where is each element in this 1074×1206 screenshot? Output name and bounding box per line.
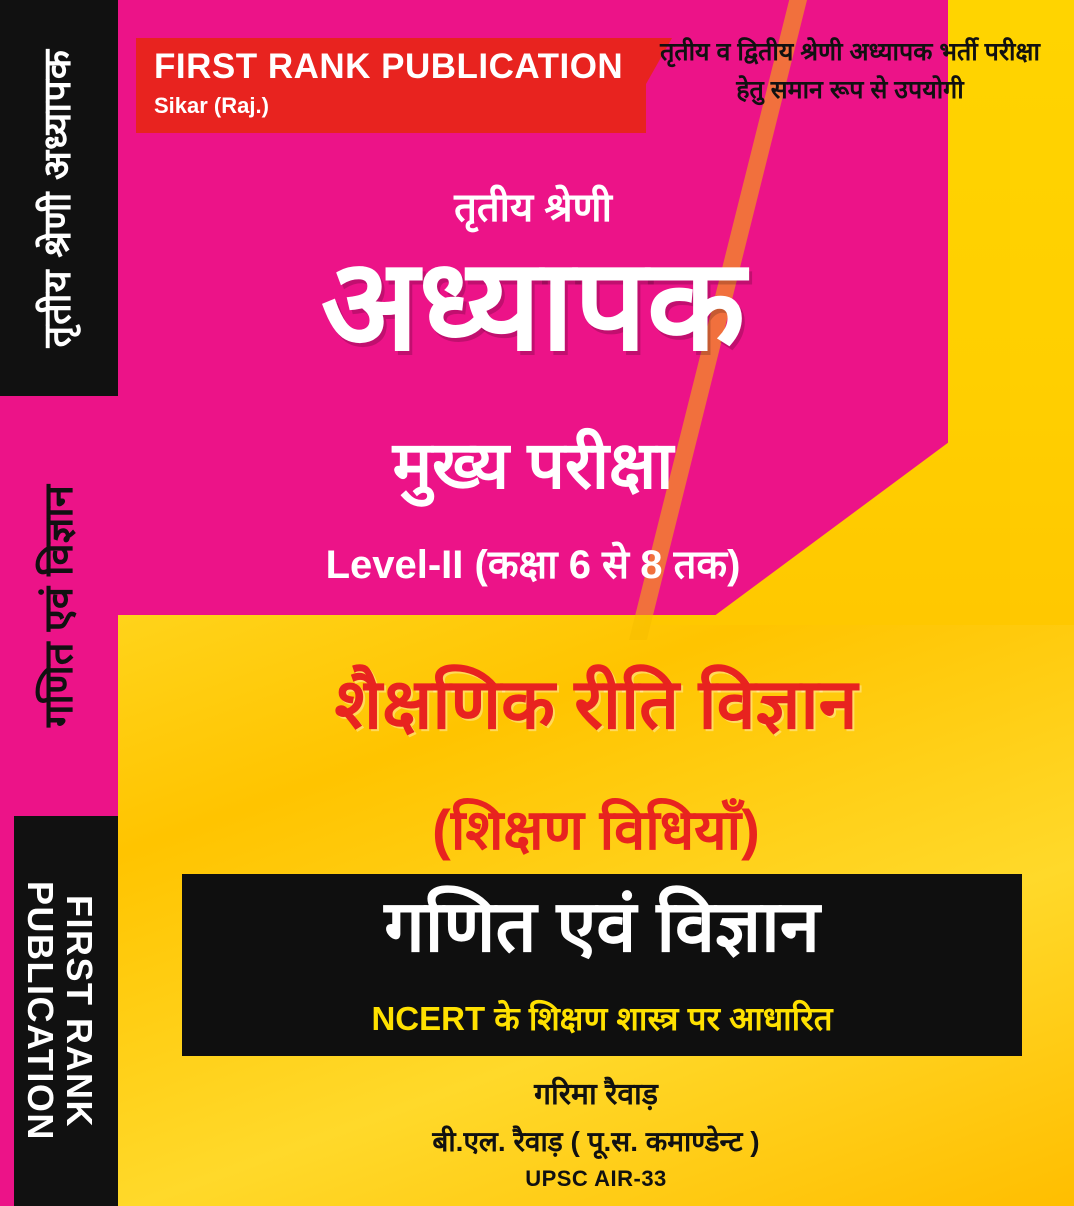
spine-publisher-text: FIRST RANK PUBLICATION [20, 881, 100, 1141]
book-spine [0, 0, 118, 1206]
publisher-box [136, 38, 646, 133]
exam-applicability-note: तृतीय व द्वितीय श्रेणी अध्यापक भर्ती परीक्षा हेतु समान रूप से उपयोगी [660, 38, 1040, 104]
front-cover [118, 0, 1074, 1206]
author-secondary: बी.एल. रैवाड़ ( पू.स. कमाण्डेन्ट ) [432, 1126, 760, 1157]
level-line: Level-II (कक्षा 6 से 8 तक) [325, 543, 741, 587]
spine-segment-title [0, 0, 118, 396]
publisher-city: Sikar (Raj.) [154, 92, 269, 118]
subject-band-title: गणित एवं विज्ञान [384, 887, 820, 967]
spine-title-top: तृतीय श्रेणी अध्यापक [37, 48, 80, 348]
subject-sub-heading: (शिक्षण विधियाँ) [432, 798, 760, 861]
spine-title-subject: गणित एवं विज्ञान [37, 485, 81, 727]
author-primary: गरिमा रैवाड़ [534, 1078, 658, 1111]
subject-main-heading: शैक्षणिक रीति विज्ञान [334, 665, 858, 743]
series-label: तृतीय श्रेणी [454, 186, 612, 230]
publisher-name: FIRST RANK PUBLICATION [154, 47, 624, 86]
spine-edge-strip [0, 816, 14, 1206]
author-credential: UPSC AIR-33 [525, 1166, 667, 1191]
spine-segment-subject [0, 396, 118, 816]
subject-band-subtitle: NCERT के शिक्षण शास्त्र पर आधारित [371, 1000, 833, 1037]
exam-title: मुख्य परीक्षा [392, 428, 674, 502]
page-title: अध्यापक [320, 234, 746, 377]
spine-segment-publisher [0, 816, 118, 1206]
